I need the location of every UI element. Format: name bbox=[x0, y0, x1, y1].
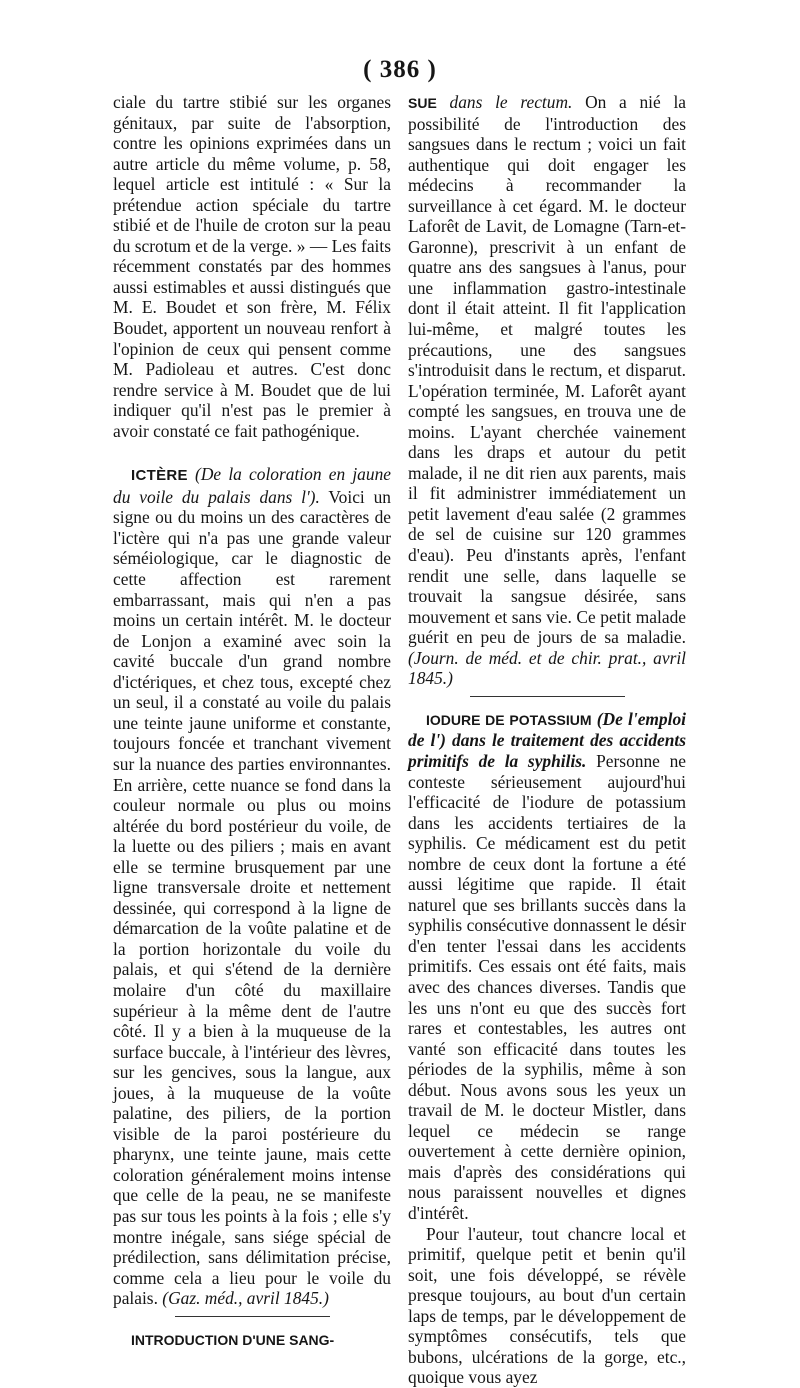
section-separator bbox=[175, 1316, 330, 1317]
article-citation: (Gaz. méd., avril 1845.) bbox=[162, 1288, 329, 1309]
article-heading: IODURE DE POTASSIUM bbox=[426, 711, 592, 728]
paragraph-auteur: Pour l'auteur, tout chancre local et primitif, quelque petit et benin qu'il soit, une fois développé, se révèle presque toujours, au bout d'un certain laps de temps, par le développement de symptômes consécutifs, tels que bubons, ulcérations de la gorge, etc., quoique vous ayez bbox=[408, 1223, 686, 1388]
page-number: ( 386 ) bbox=[363, 56, 437, 83]
article-sangsue bbox=[408, 92, 686, 689]
section-separator bbox=[470, 696, 625, 697]
left-column bbox=[113, 92, 391, 1350]
article-title: (De l'emploi de l') dans le traitement des accidents primitifs de la syphilis. bbox=[408, 708, 686, 771]
article-sangsue-heading-start bbox=[113, 1329, 391, 1351]
article-citation: (Journ. de méd. et de chir. prat., avril 1845.) bbox=[408, 647, 686, 689]
article-title: (De la coloration en jaune du voile du palais dans l'). bbox=[113, 464, 391, 507]
article-title: dans le rectum. bbox=[449, 92, 573, 112]
article-heading: ICTÈRE bbox=[131, 467, 188, 485]
article-body: Voici un signe ou du moins un des caractères de l'ictère qui n'a pas une grande valeur séméiologique, car le diagnostic de cette affection est rarement embarrassant, mais qui n'en a pas moins un certain intérêt. M. le docteur de Lonjon a examiné avec soin la cavité buccale d'un grand nombre d'ictériques, et chez tous, excepté chez un seul, il a constaté au voile du palais une teinte jaune uniforme et constante, toujours foncée et tranchant vivement sur la nuance des parties environnantes. En arrière, cette nuance se fond dans la couleur normale ou plus ou moins altérée du bord postérieur du voile, de la luette ou des piliers ; mais en avant elle se termine brusquement par une ligne transversale droite et nettement dessinée, qui correspond à la ligne de démarcation de la voûte palatine et de la portion horizontale du voile du palais, et qui s'étend de la dernière molaire d'un côté du maxillaire supérieur à la même dent de l'autre côté. Il y a bien à la muqueuse de la surface buccale, à l'intérieur des lèvres, sur les gencives, sous la langue, aux joues, à la muqueuse de la voûte palatine, des piliers, de la portion visible de la paroi postérieure du pharynx, une teinte jaune, mais cette coloration généralement moins intense que celle de la peau, ne se manifeste pas sur tous les points à la fois ; elle s'y montre inégale, sans siége spécial de prédilection, sans délimitation précise, comme cela a lieu pour le voile du palais. bbox=[113, 486, 391, 1309]
article-body: Personne ne conteste sérieusement aujourd'hui l'efficacité de l'iodure de potassium dans les accidents tertiaires de la syphilis. Ce médicament est du petit nombre de ceux dont la fortune a été aussi légitime que rapide. Il était naturel que ses brillants succès dans la syphilis consécutive donnassent le désir d'en tenter l'essai dans les accidents primitifs. Ces essais ont été faits, mais avec des chances diverses. Tandis que les uns n'ont eu que des succès fort rares et contestables, les autres ont vanté son efficacité dans toutes les périodes de la syphilis, même à son début. Nous avons sous les yeux un travail de M. le docteur Mistler, dans lequel ce médecin se range ouvertement à cette dernière opinion, mais d'après des considérations qui nous paraissent nouvelles et dignes d'intérêt. bbox=[408, 750, 686, 1223]
article-heading: INTRODUCTION D'UNE SANG- bbox=[131, 1331, 335, 1348]
article-heading-continued: SUE bbox=[408, 95, 437, 111]
paragraph-tartre-stibie: ciale du tartre stibié sur les organes génitaux, par suite de l'absorption, contre les opinions exprimées dans un autre article du même volume, p. 58, lequel article est intitulé : « Sur la prétendue action spéciale du tartre stibié et de l'huile de croton sur la peau du scrotum et de la verge. » — Les faits récemment constatés par des hommes aussi estimables et aussi distingués que M. E. Boudet et son frère, M. Félix Boudet, apportent un nouveau renfort à l'opinion de ceux qui pensent comme M. Padioleau et autres. C'est donc rendre service à M. Boudet que de lui indiquer qu'il n'est pas le premier à avoir constaté ce fait pathogénique. bbox=[113, 92, 391, 441]
article-body: On a nié la possibilité de l'introduction des sangsues dans le rectum ; voici un fait authentique qui doit engager les médecins à recommander la surveillance à cet égard. M. le docteur Laforêt de Lavit, de Lomagne (Tarn-et-Garonne), prescrivit à un enfant de quatre ans des sangsues à l'anus, pour une inflammation gastro-intestinale dont il était atteint. Il fit l'application lui-même, et malgré toutes les précautions, une des sangsues s'introduisit dans le rectum, et disparut. L'opération terminée, M. Laforêt ayant compté les sangsues, en trouva une de moins. L'ayant cherchée vainement dans les draps et autour du petit malade, il ne dit rien aux parents, mais il fit administrer immédiatement un petit lavement d'eau salée (2 grammes de sel de cuisine sur 120 grammes d'eau). Peu d'instants après, l'enfant rendit une selle, dans laquelle se trouvait la sangsue désirée, sans mouvement et sans vie. Ce petit malade guérit en peu de jours de sa maladie. bbox=[408, 92, 686, 648]
article-iodure bbox=[408, 709, 686, 1224]
right-column bbox=[408, 92, 686, 1388]
article-ictere bbox=[113, 464, 391, 1308]
